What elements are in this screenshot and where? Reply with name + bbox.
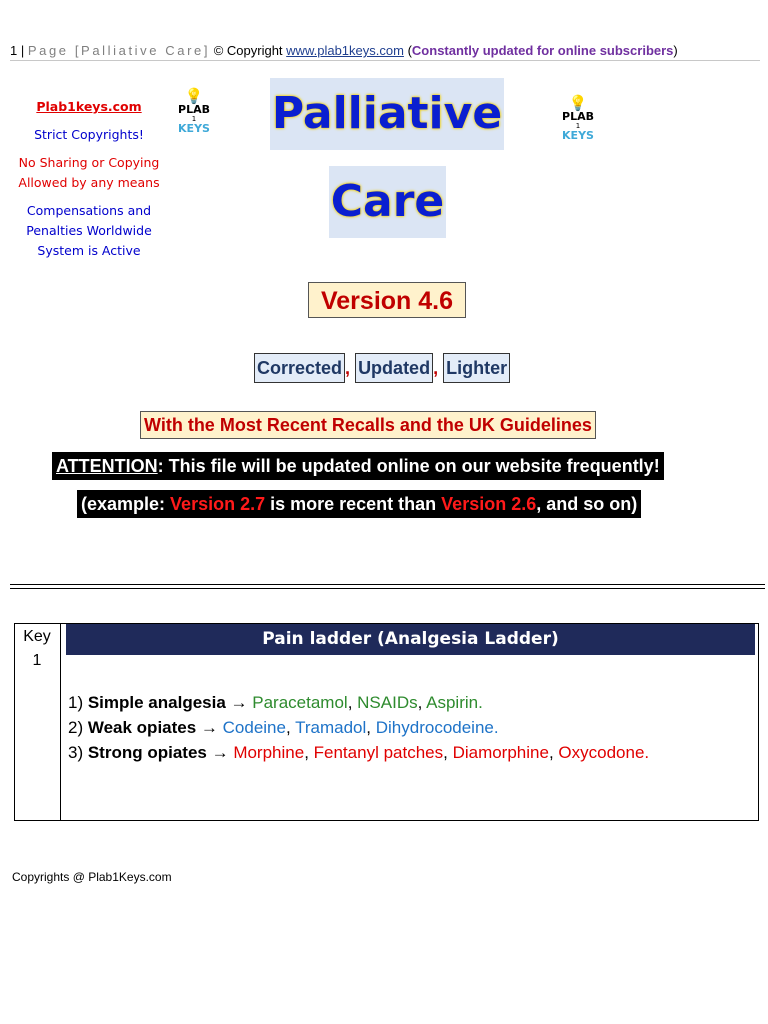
drug-separator: . (493, 718, 499, 737)
notice-site[interactable]: Plab1keys.com (36, 99, 142, 114)
drug-separator: , (347, 693, 358, 712)
logo-plab: PLAB (562, 110, 594, 123)
ladder-row (68, 740, 649, 765)
arrow-icon: → (206, 743, 234, 762)
notice-compensation: Compensations and Penalties Worldwide System is Active (26, 203, 152, 258)
arrow-icon: → (196, 718, 223, 737)
tag-comma: , (345, 358, 351, 378)
tag-corrected: Corrected (254, 353, 345, 383)
logo-keys: KEYS (178, 122, 210, 135)
attention-text: : This file will be updated online on our website frequently! (157, 456, 660, 476)
paren-close: ) (673, 43, 678, 58)
title-palliative: Palliative (270, 78, 504, 150)
plab-keys-logo-right (558, 95, 598, 145)
ladder-step-number: 1) (68, 693, 88, 712)
title-care: Care (329, 166, 446, 238)
drug-name: Fentanyl patches (313, 743, 444, 762)
paren-open: ( (407, 43, 412, 58)
notice-no-sharing: No Sharing or Copying Allowed by any means (18, 155, 160, 190)
drug-name: Diamorphine (452, 743, 549, 762)
logo-keys: KEYS (562, 129, 594, 142)
ladder-step-number: 3) (68, 743, 88, 762)
drug-name: Codeine (222, 718, 286, 737)
drug-name: Dihydrocodeine (375, 718, 494, 737)
drug-separator: , (304, 743, 314, 762)
copyright-notice (8, 97, 170, 261)
page-label: Page [Palliative Care] (27, 43, 211, 58)
analgesia-ladder-list (68, 690, 649, 765)
section-rule-top (10, 584, 765, 585)
plab-keys-logo-left (174, 88, 214, 138)
header-divider (10, 60, 760, 61)
drug-separator: , (548, 743, 559, 762)
attention-label: ATTENTION (56, 456, 158, 476)
page-number: 1 (10, 43, 18, 58)
ladder-step-label: Weak opiates (87, 718, 197, 737)
header-separator: | (20, 43, 25, 58)
example-open: (example: (81, 494, 171, 514)
example-version-newer: Version 2.7 (170, 494, 266, 514)
recent-recalls-banner: With the Most Recent Recalls and the UK Guidelines (140, 411, 596, 439)
subscriber-note: Constantly updated for online subscribers (411, 43, 674, 58)
drug-separator: . (478, 693, 483, 712)
tag-comma: , (433, 358, 439, 378)
attention-banner (52, 452, 664, 480)
example-end: , and so on) (536, 494, 638, 514)
lightbulb-icon: 💡 (184, 87, 204, 105)
ladder-step-number: 2) (68, 718, 88, 737)
copyright-text: © Copyright (213, 43, 283, 58)
drug-name: Paracetamol (252, 693, 348, 712)
key-cell (14, 623, 61, 821)
drug-name: Oxycodone (558, 743, 645, 762)
example-mid: is more recent than (265, 494, 442, 514)
logo-plab: PLAB (178, 103, 210, 116)
ladder-row (68, 690, 649, 715)
example-version-older: Version 2.6 (441, 494, 537, 514)
drug-name: Tramadol (295, 718, 367, 737)
example-banner (77, 490, 641, 518)
notice-strict: Strict Copyrights! (34, 127, 144, 142)
version-badge: Version 4.6 (308, 282, 466, 318)
ladder-step-label: Simple analgesia (87, 693, 226, 712)
arrow-icon: → (225, 693, 253, 712)
logo-one: 1 (575, 122, 581, 130)
section-rule-bottom (10, 588, 765, 589)
drug-separator: , (366, 718, 376, 737)
page-header (10, 43, 678, 58)
lightbulb-icon: 💡 (568, 94, 588, 112)
drug-separator: , (443, 743, 453, 762)
drug-name: NSAIDs (357, 693, 418, 712)
site-link[interactable]: www.plab1keys.com (286, 43, 404, 58)
ladder-step-label: Strong opiates (87, 743, 207, 762)
footer-copyright: Copyrights @ Plab1Keys.com (12, 870, 172, 884)
drug-separator: , (417, 693, 427, 712)
key-label: Key (23, 628, 51, 645)
table-heading: Pain ladder (Analgesia Ladder) (66, 624, 755, 655)
drug-separator: , (285, 718, 296, 737)
logo-one: 1 (191, 115, 197, 123)
tag-updated: Updated (355, 353, 433, 383)
drug-name: Morphine (233, 743, 305, 762)
drug-name: Aspirin (426, 693, 479, 712)
ladder-row (68, 715, 649, 740)
key-number: 1 (32, 652, 42, 669)
status-tags (254, 353, 510, 383)
drug-separator: . (644, 743, 650, 762)
tag-lighter: Lighter (443, 353, 510, 383)
